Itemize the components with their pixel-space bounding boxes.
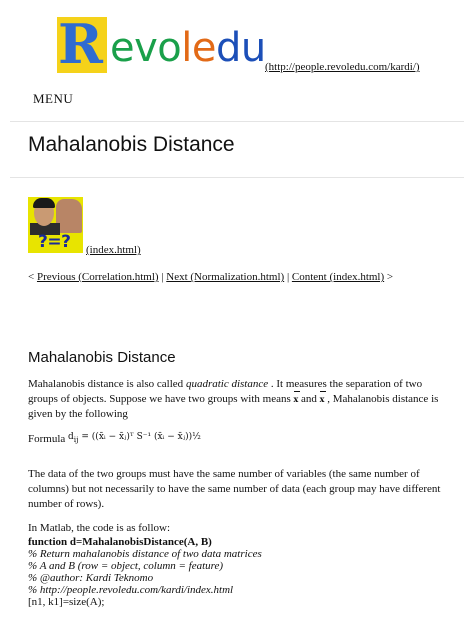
nav-open: < bbox=[28, 271, 35, 283]
data-requirement-paragraph: The data of the two groups must have the same number of variables (the same number of columns) but not necessarily to have the same number of data (each group may have different number of rows). bbox=[28, 468, 441, 510]
mean-xi-symbol: x bbox=[294, 392, 299, 407]
matlab-intro-paragraph: In Matlab, the code is as follow: bbox=[28, 522, 171, 534]
formula-lhs: d bbox=[68, 432, 74, 442]
divider bbox=[10, 177, 464, 178]
index-link[interactable]: (index.html) bbox=[86, 244, 141, 256]
formula-lhs-subscript: ij bbox=[73, 434, 79, 444]
intro-paragraph bbox=[28, 377, 452, 422]
page-title: Mahalanobis Distance bbox=[28, 133, 235, 156]
intro-text-a: Mahalanobis distance is also called bbox=[28, 378, 186, 390]
intro-text-and: and bbox=[298, 393, 320, 405]
intro-text-c: , Mahalanobis distance is given by the following bbox=[28, 393, 439, 420]
menu-button[interactable]: MENU bbox=[33, 91, 74, 106]
previous-link[interactable]: Previous (Correlation.html) bbox=[36, 271, 159, 283]
mean-xj-symbol: x bbox=[320, 392, 325, 407]
logo-part-1: evo bbox=[110, 25, 182, 71]
code-line: [n1, k1]=size(A); bbox=[28, 596, 105, 608]
logo-part-2: le bbox=[181, 25, 216, 71]
code-line: function d=MahalanobisDistance(A, B) bbox=[28, 536, 212, 548]
section-title: Mahalanobis Distance bbox=[28, 349, 176, 366]
formula-body: ((x̄ᵢ − x̄ⱼ)ᵀ S⁻¹ (x̄ᵢ − x̄ⱼ))½ bbox=[91, 432, 201, 442]
nav-separator: | bbox=[286, 271, 290, 283]
logo-part-3: du bbox=[216, 25, 266, 71]
code-comment-line: % A and B (row = object, column = feature) bbox=[28, 560, 224, 572]
logo-wordmark[interactable] bbox=[110, 24, 266, 72]
intro-text-b: . It measures the separation of two groups of objects. Suppose we have two groups with means bbox=[28, 378, 423, 405]
code-comment-line: % http://people.revoledu.com/kardi/index.html bbox=[28, 584, 234, 596]
matlab-code-block bbox=[28, 536, 262, 608]
author-image[interactable] bbox=[28, 197, 83, 253]
divider bbox=[10, 121, 464, 122]
nav-separator: | bbox=[161, 271, 164, 283]
formula-label: Formula bbox=[28, 433, 66, 445]
next-link[interactable]: Next (Normalization.html) bbox=[166, 271, 285, 283]
page-navigation bbox=[28, 271, 393, 283]
site-link[interactable]: (http://people.revoledu.com/kardi/) bbox=[265, 61, 420, 73]
nav-close: > bbox=[386, 271, 394, 283]
logo-letter[interactable]: R bbox=[58, 12, 101, 76]
author-badge: ?=? bbox=[38, 232, 71, 252]
person-hair-shape bbox=[33, 198, 55, 208]
formula-equals: = bbox=[81, 432, 89, 442]
content-link[interactable]: Content (index.html) bbox=[291, 271, 385, 283]
quadratic-distance-term: quadratic distance bbox=[185, 378, 269, 390]
formula-image bbox=[68, 432, 201, 444]
code-comment-line: % Return mahalanobis distance of two data matrices bbox=[28, 548, 262, 560]
code-comment-line: % @author: Kardi Teknomo bbox=[28, 572, 154, 584]
